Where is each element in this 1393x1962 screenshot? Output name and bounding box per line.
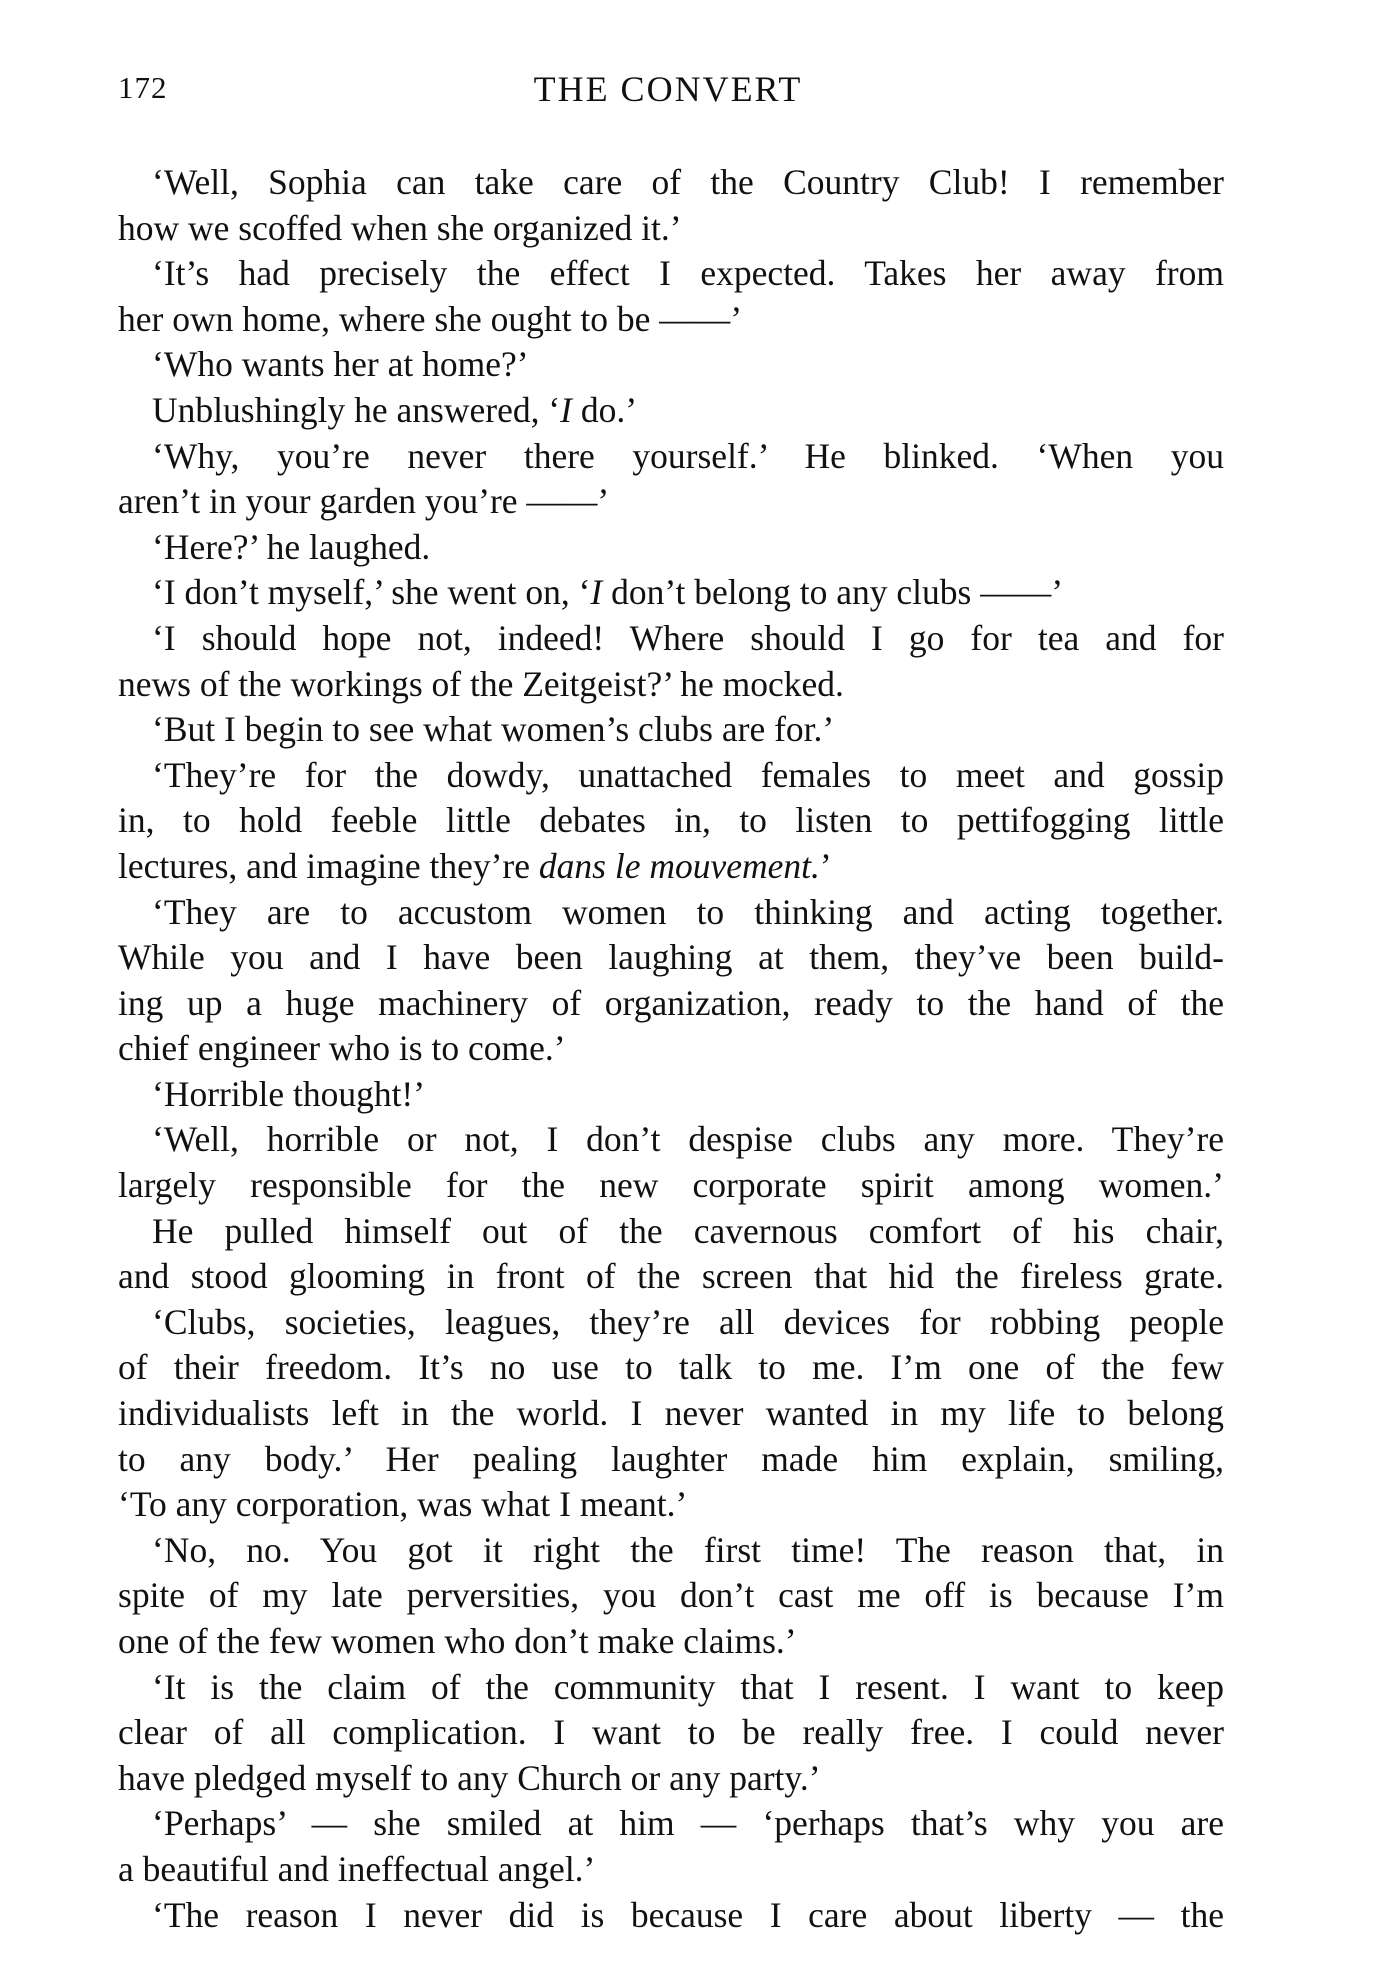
text-line — [118, 753, 1224, 799]
text-line — [118, 434, 1224, 480]
text-line-content: ‘But I begin to see what women’s clubs are for.’ — [152, 709, 835, 750]
text-line-content: ‘I don’t myself,’ she went on, ‘ — [152, 572, 591, 613]
text-line-content: chief engineer who is to come.’ — [118, 1028, 566, 1069]
text-line — [118, 1619, 1224, 1665]
text-line-content: ‘They’re for the dowdy, unattached females to meet and gossip — [152, 754, 1224, 795]
text-line-content: how we scoffed when she organized it.’ — [118, 207, 682, 248]
text-line — [118, 206, 1224, 252]
text-line — [118, 616, 1224, 662]
text-line — [118, 981, 1224, 1027]
text-line — [118, 1437, 1224, 1483]
text-line — [118, 1163, 1224, 1209]
text-line-content: clear of all complication. I want to be really free. I could never — [118, 1712, 1224, 1753]
text-line — [118, 1756, 1224, 1802]
text-line-content: ‘Well, Sophia can take care of the Country Club! I remember — [152, 162, 1224, 202]
text-line — [118, 1117, 1224, 1163]
text-line — [118, 1345, 1224, 1391]
text-line-content: ‘Perhaps’ — she smiled at him — ‘perhaps that’s why you are — [152, 1803, 1224, 1844]
text-line — [118, 1710, 1224, 1756]
text-line — [118, 251, 1224, 297]
text-line-content: ‘Horrible thought!’ — [152, 1073, 426, 1114]
text-line-content: While you and I have been laughing at them, they’ve been build- — [118, 937, 1224, 978]
text-line-content: lectures, and imagine they’re — [118, 845, 539, 886]
text-line — [118, 342, 1224, 388]
text-line-content: ‘No, no. You got it right the first time! The reason that, in — [152, 1529, 1224, 1570]
text-line-content: ‘Who wants her at home?’ — [152, 344, 529, 385]
text-line — [118, 388, 1224, 434]
text-line-content: ing up a huge machinery of organization, ready to the hand of the — [118, 982, 1224, 1023]
text-line-content: ‘Well, horrible or not, I don’t despise clubs any more. They’re — [152, 1119, 1224, 1160]
text-line — [118, 525, 1224, 571]
text-line — [118, 1847, 1224, 1893]
text-line — [118, 1801, 1224, 1847]
text-line — [118, 1893, 1224, 1939]
page-header — [118, 62, 1218, 112]
text-line — [118, 1209, 1224, 1255]
text-line-content: ‘The reason I never did is because I care about liberty — the — [152, 1894, 1224, 1935]
text-line-content: in, to hold feeble little debates in, to listen to pettifogging little — [118, 800, 1224, 841]
text-line — [118, 1528, 1224, 1574]
text-line — [118, 798, 1224, 844]
text-line — [118, 570, 1224, 616]
text-line — [118, 1482, 1224, 1528]
text-line-content: ‘Why, you’re never there yourself.’ He blinked. ‘When you — [152, 435, 1224, 476]
text-line-content: ‘Clubs, societies, leagues, they’re all devices for robbing people — [152, 1301, 1224, 1342]
page-number: 172 — [118, 70, 168, 105]
text-line-content: her own home, where she ought to be ——’ — [118, 298, 743, 339]
text-line-continuation: ’ — [819, 845, 832, 886]
text-line-content: a beautiful and ineffectual angel.’ — [118, 1848, 596, 1889]
text-line-content: spite of my late perversities, you don’t cast me off is because I’m — [118, 1575, 1224, 1616]
text-line-content: ‘It’s had precisely the effect I expected. Takes her away from — [152, 253, 1224, 294]
text-line-content: ‘It is the claim of the community that I resent. I want to keep — [152, 1666, 1224, 1707]
text-line — [118, 1072, 1224, 1118]
text-line — [118, 935, 1224, 981]
text-line-content: ‘Here?’ he laughed. — [152, 526, 431, 567]
text-line-content: individualists left in the world. I never wanted in my life to belong — [118, 1393, 1224, 1434]
text-line — [118, 479, 1224, 525]
text-line — [118, 1300, 1224, 1346]
text-line-content: He pulled himself out of the cavernous comfort of his chair, — [152, 1210, 1224, 1251]
text-line-content: aren’t in your garden you’re ——’ — [118, 481, 610, 522]
text-line — [118, 1665, 1224, 1711]
text-line — [118, 1254, 1224, 1300]
text-line-content: to any body.’ Her pealing laughter made him explain, smiling, — [118, 1438, 1224, 1479]
running-title: THE CONVERT — [533, 69, 803, 109]
text-line — [118, 297, 1224, 343]
text-line — [118, 1026, 1224, 1072]
text-line — [118, 662, 1224, 708]
text-line-content: ‘To any corporation, was what I meant.’ — [118, 1484, 688, 1525]
text-line — [118, 160, 1224, 206]
text-line-content: have pledged myself to any Church or any party.’ — [118, 1757, 821, 1798]
italic-text: I — [590, 572, 603, 613]
body-text — [118, 160, 1224, 1938]
text-line-continuation: don’t belong to any clubs ——’ — [602, 572, 1064, 613]
text-line-content: Unblushingly he answered, ‘ — [152, 389, 561, 430]
italic-text: dans le mouvement. — [538, 845, 820, 886]
text-line-content: ‘They are to accustom women to thinking and acting together. — [152, 891, 1224, 932]
text-line-content: ‘I should hope not, indeed! Where should I go for tea and for — [152, 617, 1224, 658]
text-line — [118, 844, 1224, 890]
text-line-content: largely responsible for the new corporate spirit among women.’ — [118, 1165, 1224, 1206]
text-line-content: news of the workings of the Zeitgeist?’ he mocked. — [118, 663, 844, 704]
italic-text: I — [560, 389, 572, 430]
text-line-content: of their freedom. It’s no use to talk to me. I’m one of the few — [118, 1347, 1224, 1388]
text-line-content: one of the few women who don’t make claims.’ — [118, 1621, 797, 1661]
text-line-content: and stood glooming in front of the screen that hid the fireless grate. — [118, 1256, 1224, 1297]
text-line-continuation: do.’ — [572, 389, 638, 430]
text-line — [118, 707, 1224, 753]
text-line — [118, 1391, 1224, 1437]
text-line — [118, 1573, 1224, 1619]
text-line — [118, 890, 1224, 936]
